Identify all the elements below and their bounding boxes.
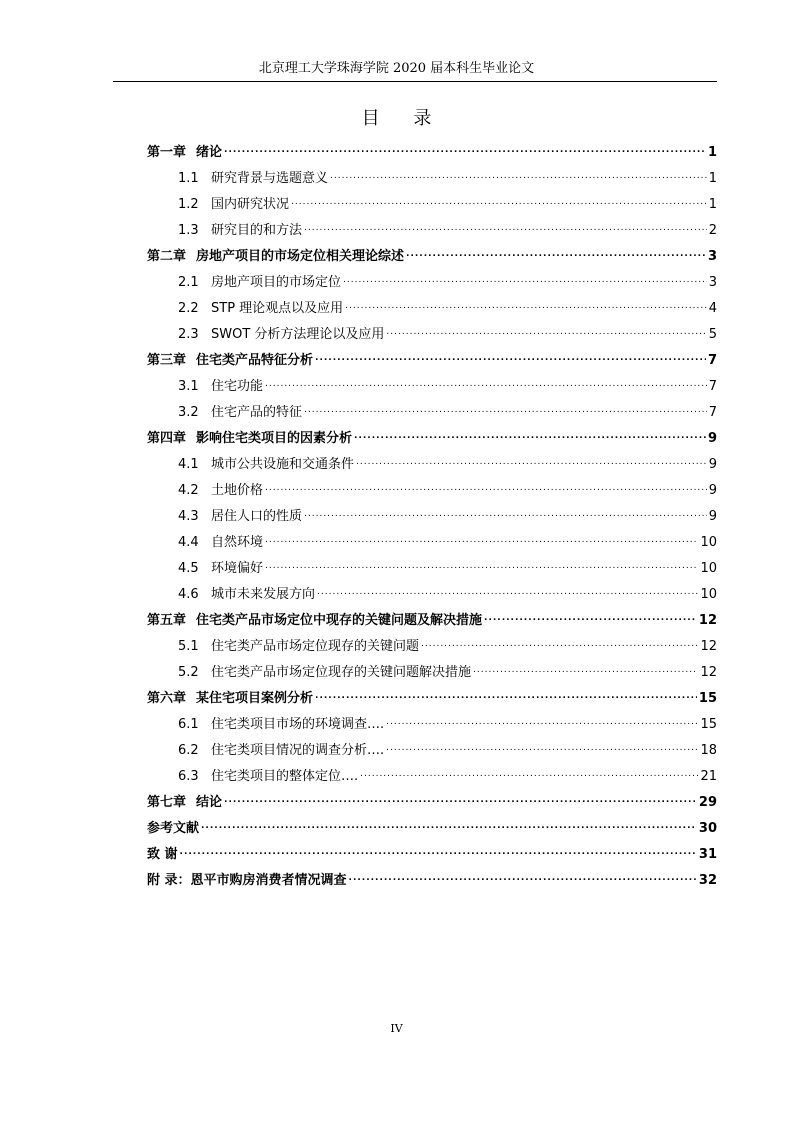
toc-entry-page: 18: [700, 743, 717, 758]
toc-entry-page: 10: [700, 535, 717, 550]
toc-section-entry[interactable]: [147, 629, 717, 655]
toc-entry-page: 9: [708, 483, 717, 498]
toc-entry-number: 2.2: [178, 301, 199, 316]
toc-entry-number: 2.3: [178, 327, 199, 342]
toc-entry-page: 12: [698, 613, 717, 628]
header-divider: [113, 81, 717, 82]
toc-entry-title: 影响住宅类项目的因素分析: [196, 431, 353, 446]
toc-entry-page: 10: [700, 561, 717, 576]
toc-entry-title: 土地价格: [211, 483, 264, 498]
toc-entry-number: 第三章: [147, 353, 187, 368]
toc-section-entry[interactable]: [147, 395, 717, 421]
page-number: IV: [390, 1022, 403, 1035]
running-header: 北京理工大学珠海学院 2020 届本科生毕业论文: [258, 61, 535, 76]
toc-entry-title: 附 录：恩平市购房消费者情况调查: [147, 873, 347, 888]
toc-entry-title: 研究背景与选题意义: [211, 171, 329, 186]
toc-dot-leader: [360, 765, 698, 782]
toc-dot-leader: [484, 609, 697, 626]
toc-section-entry[interactable]: [147, 265, 717, 291]
toc-entry-title: 住宅类产品市场定位现存的关键问题解决措施: [211, 665, 472, 680]
toc-section-entry[interactable]: [147, 525, 717, 551]
toc-entry-number: 1.1: [178, 171, 199, 186]
toc-entry-page: 9: [708, 509, 717, 524]
toc-entry-page: 2: [708, 223, 717, 238]
toc-dot-leader: [304, 219, 707, 236]
toc-chapter-entry[interactable]: [147, 863, 717, 889]
toc-entry-number: 第五章: [147, 613, 187, 628]
toc-section-entry[interactable]: [147, 577, 717, 603]
toc-entry-number: 3.2: [178, 405, 199, 420]
toc-entry-page: 1: [707, 145, 717, 160]
toc-section-entry[interactable]: [147, 707, 717, 733]
toc-entry-page: 29: [698, 795, 717, 810]
toc-entry-title: 房地产项目的市场定位: [211, 275, 342, 290]
toc-entry-page: 5: [708, 327, 717, 342]
toc-dot-leader: [265, 531, 698, 548]
toc-dot-leader: [386, 323, 706, 340]
toc-entry-page: 15: [700, 717, 717, 732]
toc-entry-page: 9: [707, 431, 717, 446]
toc-dot-leader: [421, 635, 698, 652]
toc-entry-number: 第二章: [147, 249, 187, 264]
toc-entry-title: 参考文献: [147, 821, 200, 836]
toc-dot-leader: [354, 427, 706, 444]
toc-section-entry[interactable]: [147, 213, 717, 239]
toc-entry-page: 12: [700, 665, 717, 680]
toc-section-entry[interactable]: [147, 187, 717, 213]
toc-chapter-entry[interactable]: [147, 785, 717, 811]
toc-section-entry[interactable]: [147, 447, 717, 473]
toc-entry-title: 自然环境: [211, 535, 264, 550]
toc-dot-leader: [265, 479, 707, 496]
toc-dot-leader: [386, 739, 698, 756]
toc-entry-page: 21: [700, 769, 717, 784]
toc-entry-number: 6.1: [178, 717, 199, 732]
toc-entry-title: 住宅产品的特征: [211, 405, 303, 420]
toc-section-entry[interactable]: [147, 655, 717, 681]
toc-chapter-entry[interactable]: [147, 421, 717, 447]
toc-entry-title: STP 理论观点以及应用: [211, 301, 344, 316]
toc-chapter-entry[interactable]: [147, 811, 717, 837]
toc-chapter-entry[interactable]: [147, 603, 717, 629]
toc-dot-leader: [265, 375, 707, 392]
toc-entry-page: 7: [708, 405, 717, 420]
toc-entry-number: 6.2: [178, 743, 199, 758]
toc-entry-title: 城市公共设施和交通条件: [211, 457, 355, 472]
toc-dot-leader: [180, 843, 697, 860]
toc-entry-title: 结论: [196, 795, 223, 810]
toc-dot-leader: [291, 193, 707, 210]
toc-dot-leader: [304, 505, 707, 522]
toc-section-entry[interactable]: [147, 499, 717, 525]
toc-entry-page: 12: [700, 639, 717, 654]
toc-entry-page: 1: [708, 197, 717, 212]
toc-entry-page: 3: [707, 249, 717, 264]
toc-entry-title: 绪论: [196, 145, 223, 160]
toc-entry-page: 10: [700, 587, 717, 602]
toc-dot-leader: [386, 713, 698, 730]
toc-entry-title: 住宅类产品市场定位中现存的关键问题及解决措施: [196, 613, 483, 628]
toc-entry-title: 城市未来发展方向: [211, 587, 316, 602]
toc-chapter-entry[interactable]: [147, 343, 717, 369]
toc-dot-leader: [330, 167, 707, 184]
toc-section-entry[interactable]: [147, 291, 717, 317]
toc-entry-page: 7: [708, 379, 717, 394]
toc-entry-page: 1: [708, 171, 717, 186]
toc-entry-number: 4.6: [178, 587, 199, 602]
toc-dot-leader: [343, 271, 707, 288]
toc-dot-leader: [315, 349, 706, 366]
toc-section-entry[interactable]: [147, 733, 717, 759]
toc-title: 目 录: [361, 108, 446, 129]
toc-dot-leader: [304, 401, 707, 418]
toc-dot-leader: [406, 245, 706, 262]
toc-entry-number: 4.2: [178, 483, 199, 498]
toc-entry-number: 5.2: [178, 665, 199, 680]
toc-dot-leader: [356, 453, 707, 470]
toc-section-entry[interactable]: [147, 369, 717, 395]
toc-entry-title: 住宅类产品特征分析: [196, 353, 314, 368]
toc-dot-leader: [201, 817, 697, 834]
toc-entry-number: 4.4: [178, 535, 199, 550]
toc-entry-title: 住宅类项目市场的环境调查….: [211, 717, 385, 732]
toc-chapter-entry[interactable]: [147, 135, 717, 161]
toc-entry-page: 30: [698, 821, 717, 836]
toc-dot-leader: [224, 791, 697, 808]
toc-entry-page: 4: [708, 301, 717, 316]
toc-entry-title: 环境偏好: [211, 561, 264, 576]
toc-chapter-entry[interactable]: [147, 681, 717, 707]
toc-dot-leader: [349, 869, 697, 886]
toc-entry-title: 住宅功能: [211, 379, 264, 394]
toc-entry-title: 致 谢: [147, 847, 178, 862]
toc-entry-title: 居住人口的性质: [211, 509, 303, 524]
toc-entry-number: 第七章: [147, 795, 187, 810]
toc-dot-leader: [345, 297, 707, 314]
toc-entry-title: 住宅类项目的整体定位….: [211, 769, 359, 784]
toc-entry-title: 国内研究状况: [211, 197, 290, 212]
toc-entry-number: 4.1: [178, 457, 199, 472]
toc-entry-title: 某住宅项目案例分析: [196, 691, 314, 706]
toc-entry-number: 4.3: [178, 509, 199, 524]
toc-entry-number: 2.1: [178, 275, 199, 290]
toc-entry-number: 第一章: [147, 145, 187, 160]
toc-dot-leader: [473, 661, 698, 678]
toc-entry-number: 1.2: [178, 197, 199, 212]
toc-entry-number: 1.3: [178, 223, 199, 238]
toc-entry-page: 9: [708, 457, 717, 472]
toc-dot-leader: [317, 583, 698, 600]
toc-entry-number: 第六章: [147, 691, 187, 706]
toc-section-entry[interactable]: [147, 551, 717, 577]
toc-entry-page: 31: [698, 847, 717, 862]
toc-chapter-entry[interactable]: [147, 239, 717, 265]
toc-section-entry[interactable]: [147, 161, 717, 187]
toc-entry-page: 7: [707, 353, 717, 368]
toc-entry-number: 3.1: [178, 379, 199, 394]
toc-entry-title: 房地产项目的市场定位相关理论综述: [196, 249, 405, 264]
toc-chapter-entry[interactable]: [147, 837, 717, 863]
toc-entry-page: 32: [698, 873, 717, 888]
toc-dot-leader: [265, 557, 698, 574]
toc-entry-title: SWOT 分析方法理论以及应用: [211, 327, 385, 342]
toc-entry-number: 4.5: [178, 561, 199, 576]
toc-entry-title: 住宅类项目情况的调查分析….: [211, 743, 385, 758]
toc-entry-title: 研究目的和方法: [211, 223, 303, 238]
toc-section-entry[interactable]: [147, 317, 717, 343]
toc-entry-page: 15: [698, 691, 717, 706]
toc-dot-leader: [224, 141, 706, 158]
table-of-contents: [147, 135, 717, 889]
toc-entry-number: 5.1: [178, 639, 199, 654]
toc-entry-title: 住宅类产品市场定位现存的关键问题: [211, 639, 420, 654]
toc-dot-leader: [315, 687, 697, 704]
toc-section-entry[interactable]: [147, 759, 717, 785]
toc-entry-page: 3: [708, 275, 717, 290]
toc-section-entry[interactable]: [147, 473, 717, 499]
toc-entry-number: 6.3: [178, 769, 199, 784]
toc-entry-number: 第四章: [147, 431, 187, 446]
